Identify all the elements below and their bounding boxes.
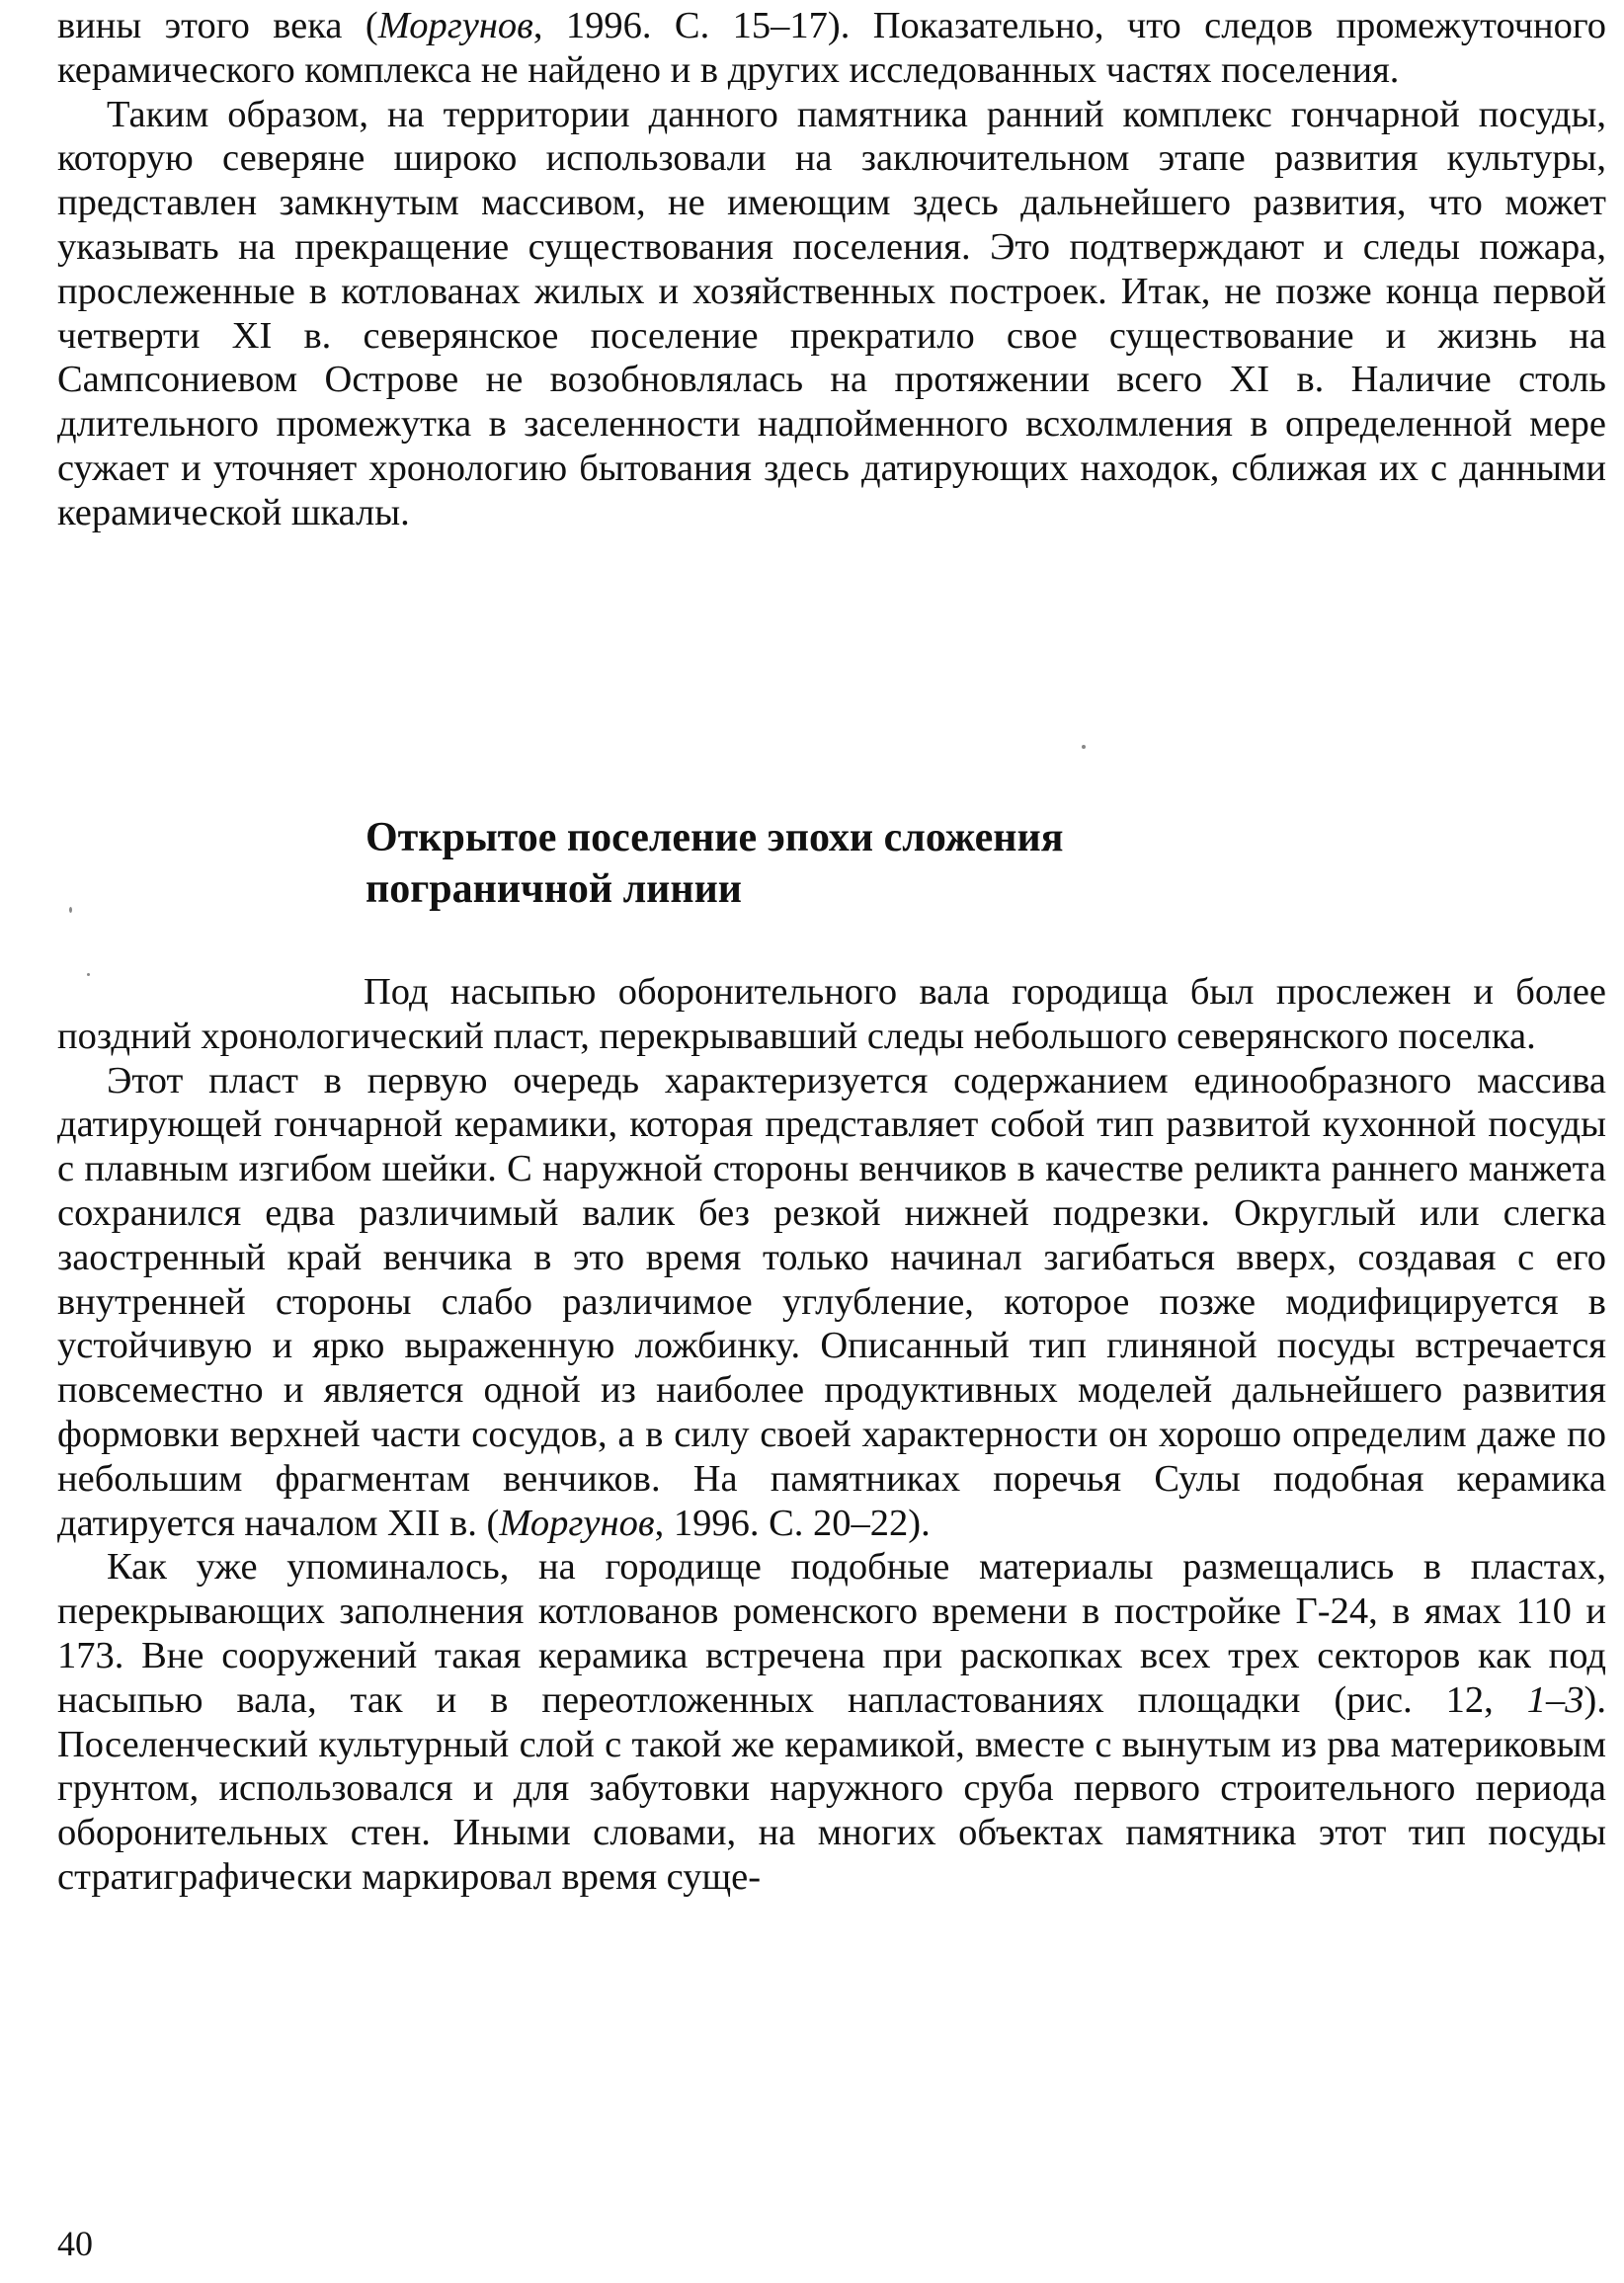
text-block-main bbox=[57, 970, 1606, 1900]
citation-author: Моргунов bbox=[499, 1502, 655, 1544]
heading-line-2: пограничной линии bbox=[365, 866, 742, 912]
page-number: 40 bbox=[57, 2224, 93, 2263]
scan-speck bbox=[1082, 745, 1086, 749]
scan-speck bbox=[69, 907, 72, 913]
paragraph-continuation: вины этого века (Моргунов, 1996. С. 15–17). Показательно, что следов промежуточного керамического комплекса не найдено и в других исследованных частях поселения. bbox=[57, 5, 1606, 91]
figure-reference: 1–3 bbox=[1526, 1678, 1584, 1721]
paragraph-stratigraphy: Как уже упоминалось, на городище подобные материалы размещались в пластах, перекрывающих заполнения котлованов роменского времени в постройке Г-24, в ямах 110 и 173. Вне сооружений такая керамика встречена при раскопках всех трех секторов как под насыпью вала, так и в переотложенных напластованиях площадки (рис. 12, 1–3). Поселенческий культурный слой с такой же керамикой, вместе с вынутым из рва материковым грунтом, использовался и для забутовки наружного сруба первого строительного периода оборонительных стен. Иными словами, на многих объектах памятника этот тип посуды стратиграфически маркировал время суще- bbox=[57, 1546, 1606, 1898]
section-heading bbox=[365, 812, 1353, 915]
text-block-top bbox=[57, 4, 1606, 535]
paragraph-conclusion: Таким образом, на территории данного памятника ранний комплекс гончарной посуды, которую северяне широко использовали на заключительном этапе развития культуры, представлен замкнутым массивом, не имеющим здесь дальнейшего развития, что может указывать на прекращение существования поселения. Это подтверждают и следы пожара, прослеженные в котлованах жилых и хозяйственных построек. Итак, не позже конца первой четверти XI в. северянское поселение прекратило свое существование и жизнь на Сампсониевом Острове не возобновлялась на протяжении всего XI в. Наличие столь длительного промежутка в заселенности надпойменного всхолмления в определенной мере сужает и уточняет хронологию бытования здесь датирующих находок, сближая их с данными керамической шкалы. bbox=[57, 93, 1606, 533]
heading-line-1: Открытое поселение эпохи сложения bbox=[365, 815, 1064, 860]
citation-author: Моргунов bbox=[377, 5, 533, 46]
paragraph-intro: Под насыпью оборонительного вала городища был прослежен и более поздний хронологический пласт, перекрывавший следы небольшого северянского поселка. bbox=[57, 971, 1606, 1057]
paragraph-ceramics: Этот пласт в первую очередь характеризуется содержанием единообразного массива датирующей гончарной керамики, которая представляет собой тип развитой кухонной посуды с плавным изгибом шейки. С наружной стороны венчиков в качестве реликта раннего манжета сохранился едва различимый валик без резкой нижней подрезки. Округлый или слегка заостренный край венчика в это время только начинал загибаться вверх, создавая с его внутренней стороны слабо различимое углубление, которое позже модифицируется в устойчивую и ярко выраженную ложбинку. Описанный тип глиняной посуды встречается повсеместно и является одной из наиболее продуктивных моделей дальнейшего развития формовки верхней части сосудов, а в силу своей характерности он хорошо определим даже по небольшим фрагментам венчиков. На памятниках поречья Сулы подобная керамика датируется началом XII в. (Моргунов, 1996. С. 20–22). bbox=[57, 1059, 1606, 1544]
scan-speck bbox=[87, 973, 90, 976]
